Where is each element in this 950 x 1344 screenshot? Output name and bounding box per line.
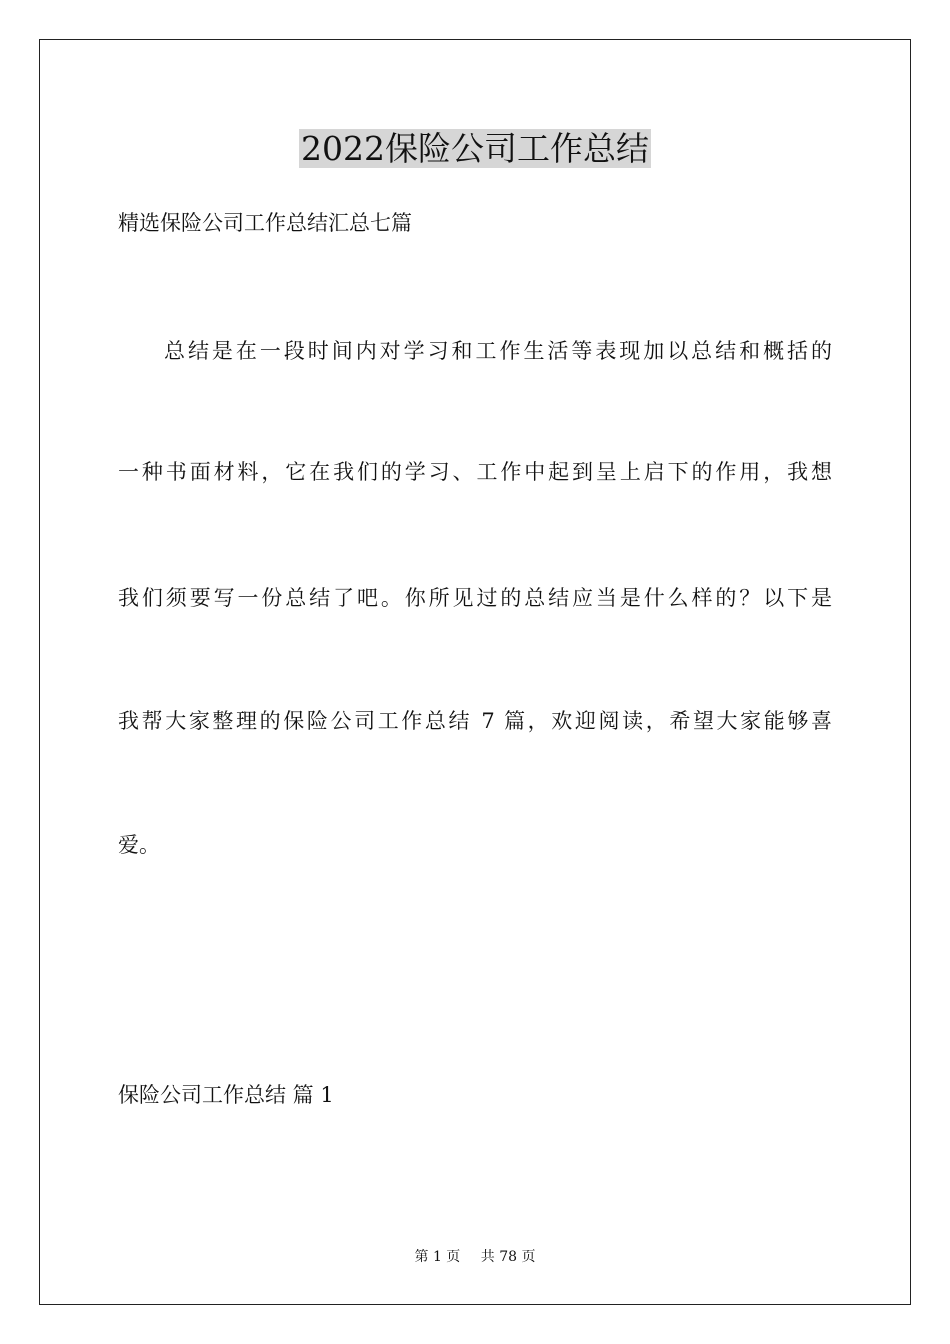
intro-paragraph-line: 一种书面材料，它在我们的学习、工作中起到呈上启下的作用，我想 xyxy=(118,460,832,484)
document-subtitle: 精选保险公司工作总结汇总七篇 xyxy=(118,211,412,235)
intro-paragraph-line: 总结是在一段时间内对学习和工作生活等表现加以总结和概括的 xyxy=(164,339,832,363)
intro-paragraph-line: 我们须要写一份总结了吧。你所见过的总结应当是什么样的？以下是 xyxy=(118,586,832,610)
section-heading: 保险公司工作总结 篇 1 xyxy=(118,1083,334,1107)
page-footer xyxy=(0,1247,950,1267)
page-total: 共 78 页 xyxy=(480,1249,536,1265)
document-title-text: 2022保险公司工作总结 xyxy=(301,129,649,168)
page-number: 第 1 页 xyxy=(414,1249,461,1265)
intro-paragraph-line: 爱。 xyxy=(118,833,160,857)
intro-paragraph-line: 我帮大家整理的保险公司工作总结 7 篇，欢迎阅读，希望大家能够喜 xyxy=(118,709,832,733)
document-title xyxy=(0,128,950,170)
